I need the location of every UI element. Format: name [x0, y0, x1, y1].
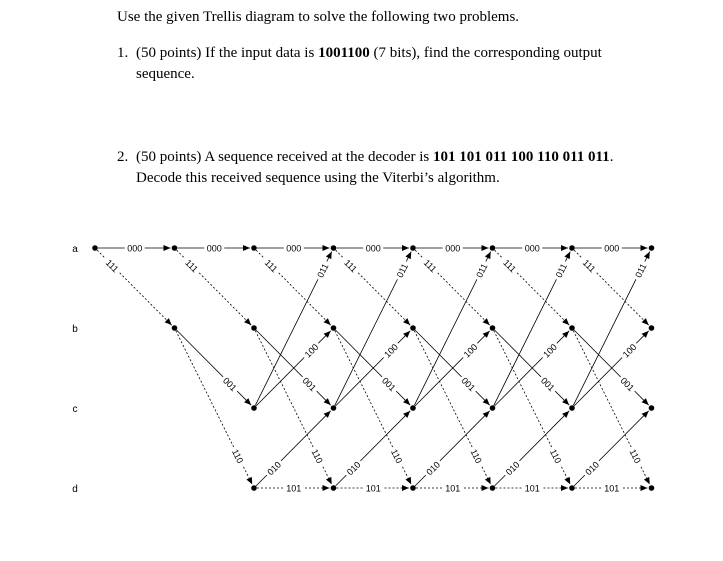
- problem-2-received-sequence: 101 101 011 100 110 011 011: [432, 149, 610, 165]
- branch-label-text: 110: [547, 447, 564, 465]
- branch-label-text: 100: [302, 341, 321, 360]
- branch-b_c-stage-5: [415, 330, 490, 405]
- problem-1-input-data: 1001100: [318, 45, 370, 61]
- node-a-t1: [172, 245, 178, 251]
- branch-label-text: 000: [524, 243, 540, 254]
- problem-1-number: 1.: [117, 45, 129, 61]
- problem-1-text: [136, 43, 637, 85]
- branch-b_c-stage-6: [495, 330, 570, 405]
- branch-label-text: 010: [344, 459, 363, 478]
- branch-arrowhead: [561, 485, 568, 491]
- branch-label-text: 000: [206, 243, 222, 254]
- branch-label-text: 001: [459, 375, 478, 394]
- node-b-t3: [331, 325, 337, 331]
- branch-label-d_d: [443, 483, 463, 494]
- branch-label-a_a: [284, 243, 304, 254]
- node-a-t7: [649, 245, 655, 251]
- branch-label-text: 110: [468, 447, 484, 465]
- node-b-t4: [410, 325, 416, 331]
- branch-label-text: 101: [604, 483, 620, 494]
- problem-2-part: (50 points) A sequence received at the decoder is: [136, 149, 433, 165]
- node-d-t4: [410, 485, 416, 491]
- branch-label-a_a: [204, 243, 224, 254]
- node-a-t0: [92, 245, 98, 251]
- branch-label-text: 101: [524, 483, 540, 494]
- branch-label-text: 001: [538, 375, 557, 394]
- problem-1-part: (7 bits), find the corresponding output sequence.: [136, 45, 602, 82]
- branch-c_b-stage-3: [256, 331, 331, 406]
- branch-label-text: 010: [503, 459, 522, 478]
- branch-label-c_a: [472, 259, 491, 282]
- branch-arrowhead: [561, 245, 568, 251]
- branch-arrowhead: [482, 485, 489, 491]
- node-a-t2: [251, 245, 257, 251]
- branch-label-text: 001: [300, 375, 319, 394]
- node-c-t2: [251, 405, 257, 411]
- branch-label-b_d: [229, 445, 248, 468]
- node-a-t6: [569, 245, 575, 251]
- branch-label-text: 110: [229, 447, 246, 465]
- branch-label-text: 011: [633, 261, 649, 280]
- branch-c_b-stage-5: [415, 331, 490, 406]
- state-label-c: c: [72, 404, 78, 415]
- branch-label-text: 111: [421, 257, 439, 275]
- node-b-t7: [649, 325, 655, 331]
- branch-label-text: 001: [220, 375, 239, 394]
- branch-b_c-stage-4: [336, 330, 411, 405]
- branch-label-a_a: [443, 243, 463, 254]
- problem-1-part: (50 points) If the input data is: [136, 45, 319, 61]
- branch-label-text: 101: [365, 483, 381, 494]
- branch-label-text: 111: [580, 257, 598, 275]
- branch-label-text: 010: [265, 459, 284, 478]
- branch-arrowhead: [323, 485, 330, 491]
- branch-b_c-stage-2: [177, 330, 252, 405]
- trellis-branches: [97, 245, 650, 491]
- state-label-a: a: [72, 244, 78, 255]
- branch-label-a_a: [602, 243, 622, 254]
- branch-label-a_a: [522, 243, 542, 254]
- branch-label-text: 000: [286, 243, 302, 254]
- state-labels: [72, 244, 78, 495]
- branch-arrowhead: [402, 245, 409, 251]
- branch-label-text: 000: [127, 243, 143, 254]
- problem-2-part: . Decode this received sequence using the Viterbi’s algorithm.: [136, 149, 614, 186]
- branch-label-d_d: [284, 483, 304, 494]
- branch-arrowhead: [641, 485, 648, 491]
- branch-label-c_a: [631, 259, 650, 282]
- branch-label-text: 101: [286, 483, 302, 494]
- intro-text: Use the given Trellis diagram to solve the following two problems.: [117, 9, 520, 25]
- node-b-t1: [172, 325, 178, 331]
- branch-label-c_a: [551, 259, 570, 282]
- node-d-t7: [649, 485, 655, 491]
- node-c-t7: [649, 405, 655, 411]
- branch-b_c-stage-3: [256, 330, 331, 405]
- branch-c_b-stage-6: [495, 331, 570, 406]
- branch-label-text: 011: [474, 261, 490, 280]
- branch-label-text: 011: [315, 261, 331, 280]
- branch-label-text: 001: [379, 375, 398, 394]
- branch-label-text: 000: [365, 243, 381, 254]
- branch-label-text: 001: [618, 375, 637, 394]
- branch-c_b-stage-7: [574, 331, 649, 406]
- branch-label-d_d: [602, 483, 622, 494]
- branch-label-text: 010: [424, 459, 443, 478]
- node-c-t6: [569, 405, 575, 411]
- trellis-branch-labels: [102, 243, 650, 494]
- node-c-t3: [331, 405, 337, 411]
- node-a-t5: [490, 245, 496, 251]
- node-c-t4: [410, 405, 416, 411]
- branch-label-text: 000: [604, 243, 620, 254]
- branch-label-text: 011: [394, 261, 410, 280]
- branch-label-text: 100: [620, 341, 639, 360]
- trellis-diagram: [0, 226, 723, 526]
- node-c-t5: [490, 405, 496, 411]
- branch-label-text: 100: [382, 341, 400, 360]
- branch-label-text: 011: [553, 261, 569, 280]
- branch-label-text: 000: [445, 243, 461, 254]
- branch-label-text: 010: [583, 459, 602, 478]
- node-d-t2: [251, 485, 257, 491]
- state-label-d: d: [72, 484, 78, 495]
- branch-label-text: 110: [627, 447, 643, 465]
- branch-label-b_d: [308, 445, 327, 468]
- branch-label-d_d: [522, 483, 542, 494]
- branch-arrowhead: [164, 245, 171, 251]
- branch-label-b_d: [547, 445, 566, 468]
- branch-label-text: 100: [461, 341, 480, 360]
- node-d-t5: [490, 485, 496, 491]
- branch-arrowhead: [402, 485, 409, 491]
- node-d-t6: [569, 485, 575, 491]
- problem-2-text: [136, 147, 657, 189]
- branch-c_b-stage-4: [336, 331, 411, 406]
- branch-arrowhead: [482, 245, 489, 251]
- branch-label-text: 111: [501, 257, 519, 275]
- problem-2-number: 2.: [117, 149, 129, 165]
- node-b-t5: [490, 325, 496, 331]
- branch-arrowhead: [323, 245, 330, 251]
- branch-label-c_a: [392, 259, 411, 282]
- node-a-t3: [331, 245, 337, 251]
- branch-arrowhead: [641, 245, 648, 251]
- branch-label-text: 110: [388, 447, 405, 465]
- branch-label-text: 101: [445, 483, 461, 494]
- branch-label-b_d: [467, 445, 486, 468]
- branch-label-a_a: [125, 243, 145, 254]
- node-a-t4: [410, 245, 416, 251]
- state-label-b: b: [72, 324, 78, 335]
- branch-b_c-stage-7: [574, 330, 649, 405]
- node-b-t2: [251, 325, 257, 331]
- node-d-t3: [331, 485, 337, 491]
- node-b-t6: [569, 325, 575, 331]
- branch-label-text: 111: [262, 257, 280, 275]
- branch-label-c_a: [313, 259, 332, 282]
- branch-label-b_d: [388, 445, 407, 468]
- branch-label-a_a: [363, 243, 383, 254]
- branch-label-d_d: [363, 483, 383, 494]
- branch-label-text: 110: [309, 447, 325, 465]
- branch-label-text: 111: [103, 257, 121, 275]
- branch-label-b_d: [626, 445, 645, 468]
- branch-label-text: 111: [342, 257, 360, 275]
- branch-label-text: 100: [541, 341, 559, 360]
- branch-arrowhead: [243, 245, 250, 251]
- branch-label-text: 111: [183, 257, 201, 275]
